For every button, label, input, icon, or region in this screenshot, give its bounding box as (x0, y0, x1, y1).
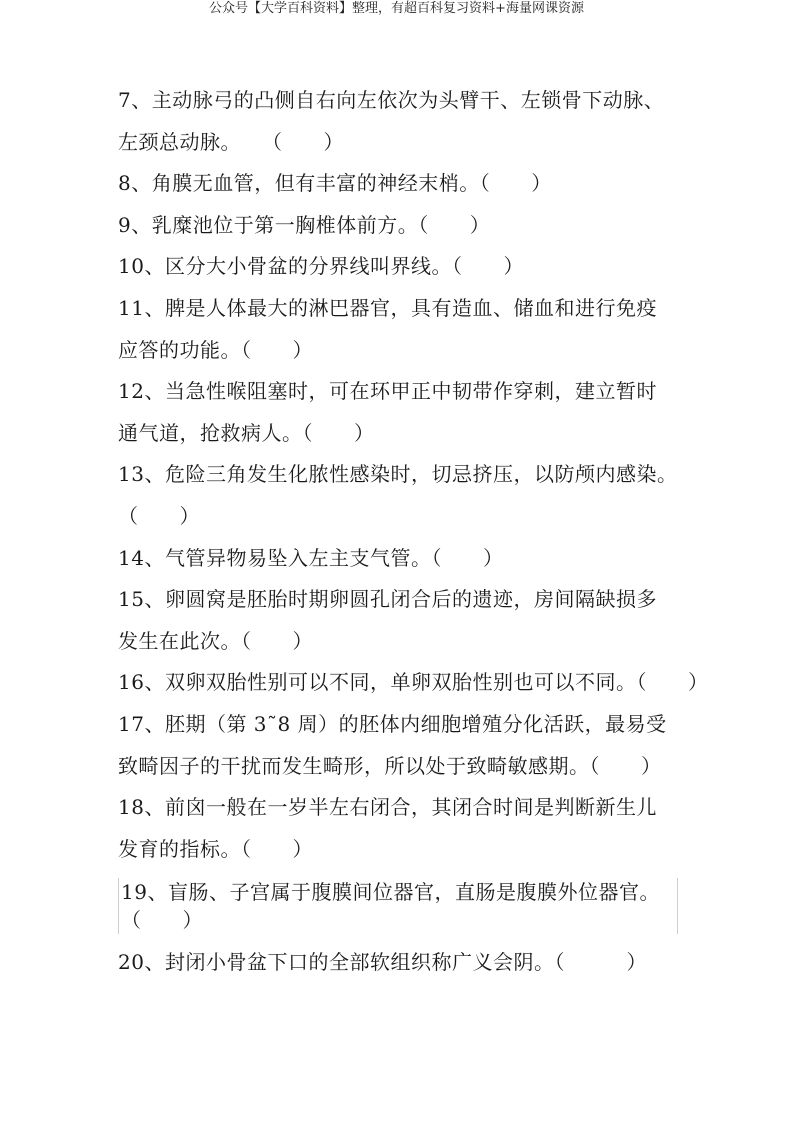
question-20: 20、封闭小骨盆下口的全部软组织称广义会阴。（ ） (118, 950, 647, 975)
question-12-line-2: 通气道，抢救病人。（ ） (118, 420, 375, 445)
question-10: 10、区分大小骨盆的分界线叫界线。（ ） (118, 254, 524, 279)
question-8: 8、角膜无血管，但有丰富的神经末梢。（ ） (118, 171, 552, 196)
question-15-line-2: 发生在此次。（ ） (118, 628, 313, 653)
question-13-line-1: 13、危险三角发生化脓性感染时，切忌挤压，以防颅内感染。 (118, 462, 678, 487)
question-19-line-1: 19、盲肠、子宫属于腹膜间位器官，直肠是腹膜外位器官。 (121, 880, 660, 905)
question-12-line-1: 12、当急性喉阻塞时，可在环甲正中韧带作穿刺，建立暂时 (118, 379, 657, 404)
question-list (118, 80, 709, 984)
question-15-line-1: 15、卵圆窝是胚胎时期卵圆孔闭合后的遗迹，房间隔缺损多 (118, 587, 657, 612)
question-18-line-1: 18、前囟一般在一岁半左右闭合，其闭合时间是判断新生儿 (118, 795, 657, 820)
question-9: 9、乳糜池位于第一胸椎体前方。（ ） (118, 212, 491, 237)
question-16: 16、双卵双胎性别可以不同，单卵双胎性别也可以不同。（ ） (118, 670, 709, 695)
question-7-line-2: 左颈总动脉。 （ ） (118, 129, 344, 154)
question-17-line-1: 17、胚期（第 3˜8 周）的胚体内细胞增殖分化活跃，最易受 (118, 711, 667, 736)
question-13-line-2: （ ） (118, 503, 200, 528)
question-11-line-1: 11、脾是人体最大的淋巴器官，具有造血、储血和进行免疫 (118, 295, 657, 320)
question-14: 14、气管异物易坠入左主支气管。（ ） (118, 545, 504, 570)
question-7-line-1: 7、主动脉弓的凸侧自右向左依次为头臂干、左锁骨下动脉、 (118, 88, 665, 112)
question-19-line-2: （ ） (121, 908, 203, 933)
page-header: 公众号【大学百科资料】整理，有超百科复习资料+海量网课资源 (209, 1, 584, 16)
question-19-box (118, 878, 678, 934)
question-11-line-2: 应答的功能。（ ） (118, 337, 313, 362)
question-17-line-2: 致畸因子的干扰而发生畸形，所以处于致畸敏感期。（ ） (118, 753, 662, 778)
question-18-line-2: 发育的指标。（ ） (118, 836, 313, 861)
